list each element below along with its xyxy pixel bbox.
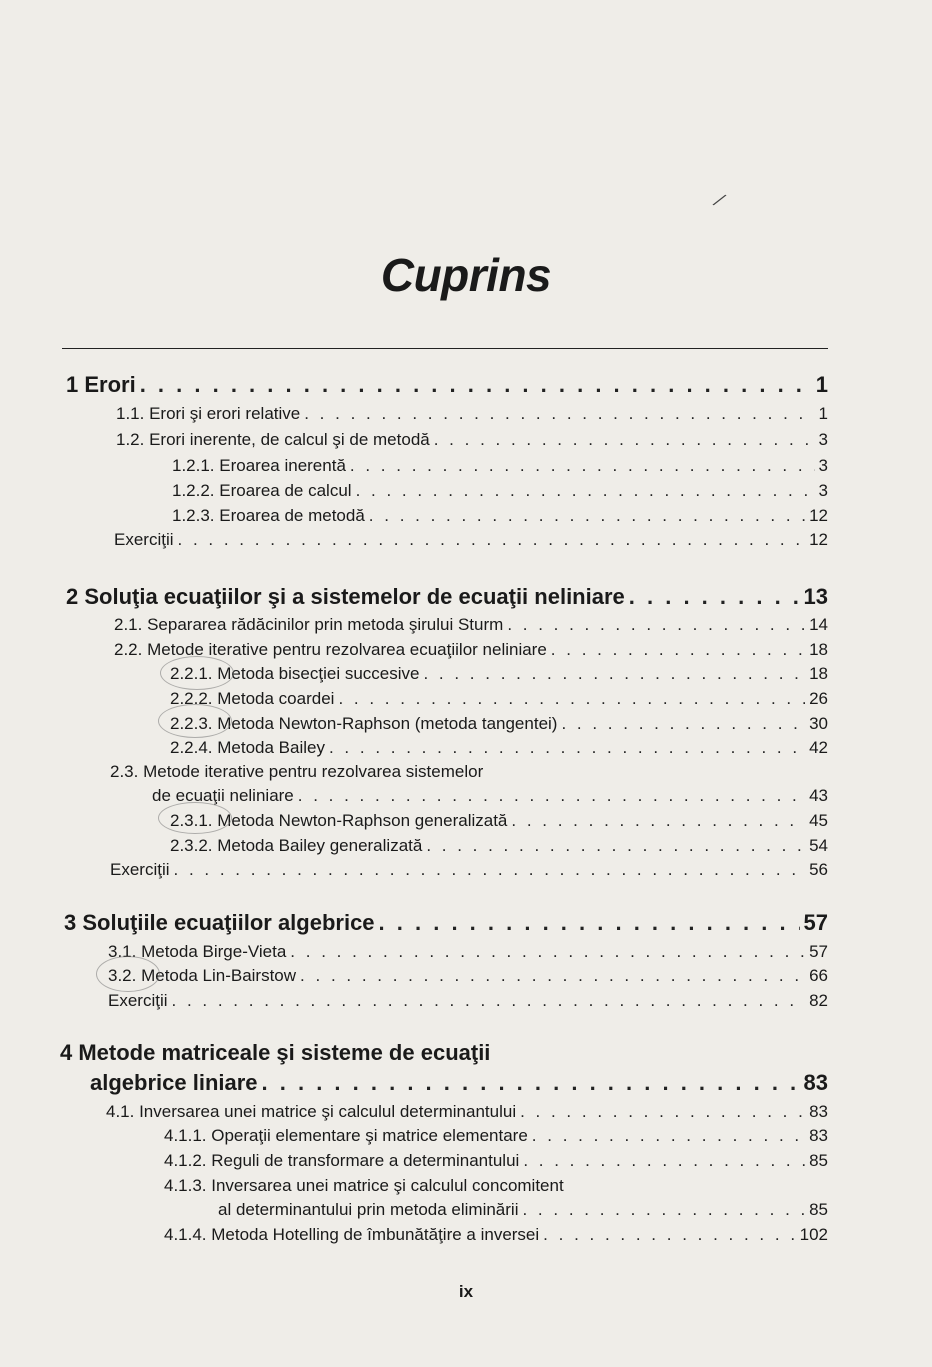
toc-entry-title: 2.2. Metode iterative pentru rezolvarea ecuaţiilor neliniare [114, 640, 547, 659]
toc-entry-title: 1.2.1. Eroarea inerentă [172, 456, 346, 475]
toc-entry-title: 4.1. Inversarea unei matrice şi calculul determinantului [106, 1102, 517, 1121]
leader-dots [379, 910, 800, 936]
pencil-circle-mark [158, 704, 232, 738]
toc-page-number: 57 [809, 942, 828, 961]
toc-page-number: 56 [809, 860, 828, 879]
leader-dots [290, 942, 805, 962]
toc-entry-title: 2.2.4. Metoda Bailey [170, 738, 325, 757]
toc-entry-title: 4.1.1. Operaţii elementare şi matrice elementare [164, 1126, 528, 1145]
toc-entry[interactable] [172, 481, 828, 501]
pencil-circle-mark [160, 656, 234, 690]
toc-chapter-title: 3 Soluţiile ecuaţiilor algebrice [64, 910, 375, 935]
toc-entry[interactable] [114, 615, 828, 635]
toc-chapter-3[interactable] [64, 910, 828, 936]
toc-chapter-2[interactable] [66, 584, 828, 610]
leader-dots [511, 811, 805, 831]
toc-entry-title: 2.1. Separarea rădăcinilor prin metoda şirului Sturm [114, 615, 504, 634]
leader-dots [338, 689, 805, 709]
toc-chapter-title: 2 Soluţia ecuaţiilor şi a sistemelor de ecuaţii neliniare [66, 584, 625, 609]
toc-page-number: 18 [809, 664, 828, 683]
toc-chapter-4[interactable] [90, 1070, 828, 1096]
toc-entry[interactable] [170, 836, 828, 856]
toc-entry-title: 2.3.2. Metoda Bailey generalizată [170, 836, 423, 855]
leader-dots [350, 456, 815, 476]
toc-entry-title: Exerciţii [114, 530, 174, 549]
toc-page-number: 57 [803, 910, 828, 935]
leader-dots [532, 1126, 805, 1146]
toc-page-number: 1 [818, 404, 828, 423]
toc-entry-title: 3.2. Metoda Lin-Bairstow [108, 966, 297, 985]
leader-dots [356, 481, 815, 501]
toc-entry[interactable] [110, 860, 828, 880]
toc-chapter-title-line: 4 Metode matriceale şi sisteme de ecuaţii [60, 1040, 491, 1065]
page-number: ix [458, 1282, 474, 1301]
toc-page-number: 83 [803, 1070, 828, 1095]
toc-page-number: 3 [818, 481, 828, 500]
pencil-mark-icon: ⁄ [714, 190, 726, 212]
toc-entry-title: 2.3.1. Metoda Newton-Raphson generalizată [170, 811, 508, 830]
toc-page-number: 45 [809, 811, 828, 830]
leader-dots [629, 584, 800, 610]
leader-dots [262, 1070, 800, 1096]
toc-entry[interactable] [164, 1151, 828, 1171]
toc-page-number: 30 [809, 714, 828, 733]
toc-page-number: 3 [818, 456, 828, 475]
leader-dots [523, 1151, 805, 1171]
toc-page-number: 83 [809, 1102, 828, 1121]
leader-dots [304, 404, 814, 424]
toc-entry[interactable] [114, 530, 828, 550]
toc-entry-title: de ecuaţii neliniare [152, 786, 294, 805]
leader-dots [178, 530, 806, 550]
toc-page-number: 12 [809, 506, 828, 525]
toc-entry-title: 4.1.4. Metoda Hotelling de îmbunătăţire a inversei [164, 1225, 540, 1244]
toc-entry-title: 2.2.1. Metoda bisecţiei succesive [170, 664, 420, 683]
toc-page-number: 3 [818, 430, 828, 449]
leader-dots [369, 506, 805, 526]
leader-dots [543, 1225, 795, 1245]
toc-page-number: 102 [799, 1225, 828, 1244]
leader-dots [172, 991, 806, 1011]
leader-dots [507, 615, 805, 635]
leader-dots [174, 860, 806, 880]
toc-page-number: 85 [809, 1151, 828, 1170]
toc-entry-title: 1.2.2. Eroarea de calcul [172, 481, 352, 500]
leader-dots [329, 738, 805, 758]
toc-page-number: 18 [809, 640, 828, 659]
toc-entry-title: 1.1. Erori şi erori relative [116, 404, 301, 423]
toc-entry[interactable] [108, 966, 828, 986]
toc-entry-title-line: 2.3. Metode iterative pentru rezolvarea sistemelor [110, 762, 484, 781]
toc-entry[interactable] [170, 738, 828, 758]
toc-entry[interactable] [170, 714, 828, 734]
toc-page-number: 1 [815, 372, 828, 397]
toc-page-number: 13 [803, 584, 828, 609]
toc-entry[interactable] [164, 1225, 828, 1245]
pencil-circle-mark [96, 956, 160, 992]
toc-chapter-title: algebrice liniare [90, 1070, 258, 1095]
toc-entry[interactable] [116, 404, 828, 424]
toc-entry-title: Exerciţii [108, 991, 168, 1010]
toc-entry-title: al determinantului prin metoda eliminării [218, 1200, 519, 1219]
toc-page-number: 83 [809, 1126, 828, 1145]
leader-dots [426, 836, 805, 856]
toc-entry[interactable] [170, 689, 828, 709]
toc-entry[interactable] [152, 786, 828, 806]
toc-page-number: 12 [809, 530, 828, 549]
toc-page-number: 85 [809, 1200, 828, 1219]
toc-entry[interactable] [108, 942, 828, 962]
toc-entry[interactable] [108, 991, 828, 1011]
toc-page-number: 43 [809, 786, 828, 805]
leader-dots [551, 640, 805, 660]
leader-dots [561, 714, 805, 734]
toc-chapter-1[interactable] [66, 372, 828, 398]
leader-dots [298, 786, 805, 806]
toc-entry-title: 4.1.2. Reguli de transformare a determinantului [164, 1151, 520, 1170]
toc-page-number: 82 [809, 991, 828, 1010]
leader-dots [300, 966, 805, 986]
toc-page-number: 26 [809, 689, 828, 708]
leader-dots [423, 664, 805, 684]
toc-entry[interactable] [170, 811, 828, 831]
toc-entry[interactable] [106, 1102, 828, 1122]
leader-dots [434, 430, 815, 450]
toc-entry[interactable] [172, 506, 828, 526]
toc-page-number: 54 [809, 836, 828, 855]
toc-page-number: 14 [809, 615, 828, 634]
toc-entry-title: Exerciţii [110, 860, 170, 879]
toc-entry-title: 3.1. Metoda Birge-Vieta [108, 942, 287, 961]
toc-entry[interactable] [114, 640, 828, 660]
toc-entry[interactable] [116, 430, 828, 450]
leader-dots [140, 372, 812, 398]
toc-entry-title: 1.2.3. Eroarea de metodă [172, 506, 365, 525]
toc-page-number: 42 [809, 738, 828, 757]
toc-page-number: 66 [809, 966, 828, 985]
toc-entry-title: 2.2.3. Metoda Newton-Raphson (metoda tangentei) [170, 714, 558, 733]
title-rule [62, 348, 828, 349]
leader-dots [520, 1102, 805, 1122]
toc-entry[interactable] [170, 664, 828, 684]
toc-chapter-title: 1 Erori [66, 372, 136, 397]
page-title: Cuprins [380, 249, 552, 301]
toc-entry[interactable] [172, 456, 828, 476]
leader-dots [522, 1200, 805, 1220]
toc-entry-title-line: 4.1.3. Inversarea unei matrice şi calculul concomitent [164, 1176, 564, 1195]
toc-entry[interactable] [218, 1200, 828, 1220]
toc-entry-title: 1.2. Erori inerente, de calcul şi de metodă [116, 430, 430, 449]
toc-entry-title: 2.2.2. Metoda coardei [170, 689, 335, 708]
pencil-circle-mark [158, 802, 232, 834]
toc-entry[interactable] [164, 1126, 828, 1146]
